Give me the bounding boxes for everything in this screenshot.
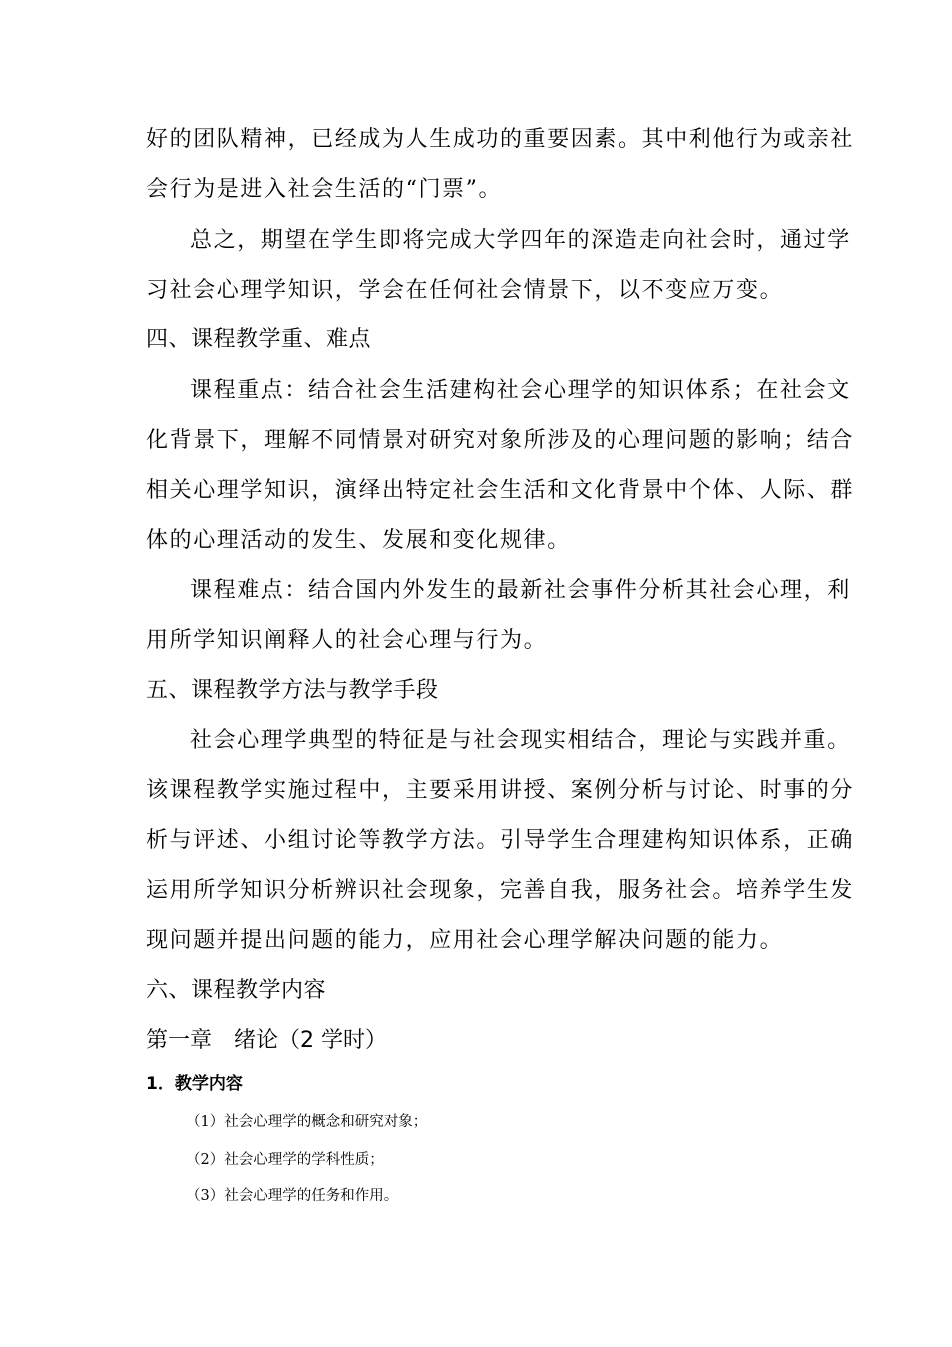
list-item: （1）社会心理学的概念和研究对象；	[186, 1114, 428, 1130]
body-text-line: 习社会心理学知识，学会在任何社会情景下，以不变应万变。	[146, 278, 784, 303]
body-text-line: 该课程教学实施过程中，主要采用讲授、案例分析与讨论、时事的分	[146, 778, 855, 803]
section-heading: 六、课程教学内容	[146, 978, 327, 1003]
body-text-line: 会行为是进入社会生活的“门票”。	[146, 177, 503, 202]
body-text-line: 化背景下，理解不同情景对研究对象所涉及的心理问题的影响；结合	[146, 428, 855, 453]
body-text-line: 好的团队精神，已经成为人生成功的重要因素。其中利他行为或亲社	[146, 127, 855, 152]
list-item: （3）社会心理学的任务和作用。	[186, 1188, 399, 1204]
body-text-line: 运用所学知识分析辨识社会现象，完善自我，服务社会。培养学生发	[146, 878, 855, 903]
section-heading: 五、课程教学方法与教学手段	[146, 678, 439, 703]
list-item: （2）社会心理学的学科性质；	[186, 1152, 384, 1168]
body-text-line: 课程难点：结合国内外发生的最新社会事件分析其社会心理，利	[190, 578, 851, 603]
body-text-line: 课程重点：结合社会生活建构社会心理学的知识体系；在社会文	[190, 378, 851, 403]
body-text-line: 用所学知识阐释人的社会心理与行为。	[146, 628, 548, 653]
body-text-line: 体的心理活动的发生、发展和变化规律。	[146, 528, 571, 553]
section-heading: 四、课程教学重、难点	[146, 327, 372, 352]
chapter-title: 第一章 绪论（2 学时）	[146, 1028, 387, 1053]
body-text-line: 总之，期望在学生即将完成大学四年的深造走向社会时，通过学	[190, 228, 851, 253]
body-text-line: 析与评述、小组讨论等教学方法。引导学生合理建构知识体系，正确	[146, 828, 855, 853]
subsection-heading: 1．教学内容	[146, 1074, 243, 1094]
body-text-line: 相关心理学知识，演绎出特定社会生活和文化背景中个体、人际、群	[146, 478, 855, 503]
body-text-line: 现问题并提出问题的能力，应用社会心理学解决问题的能力。	[146, 928, 784, 953]
body-text-line: 社会心理学典型的特征是与社会现实相结合，理论与实践并重。	[190, 728, 851, 753]
